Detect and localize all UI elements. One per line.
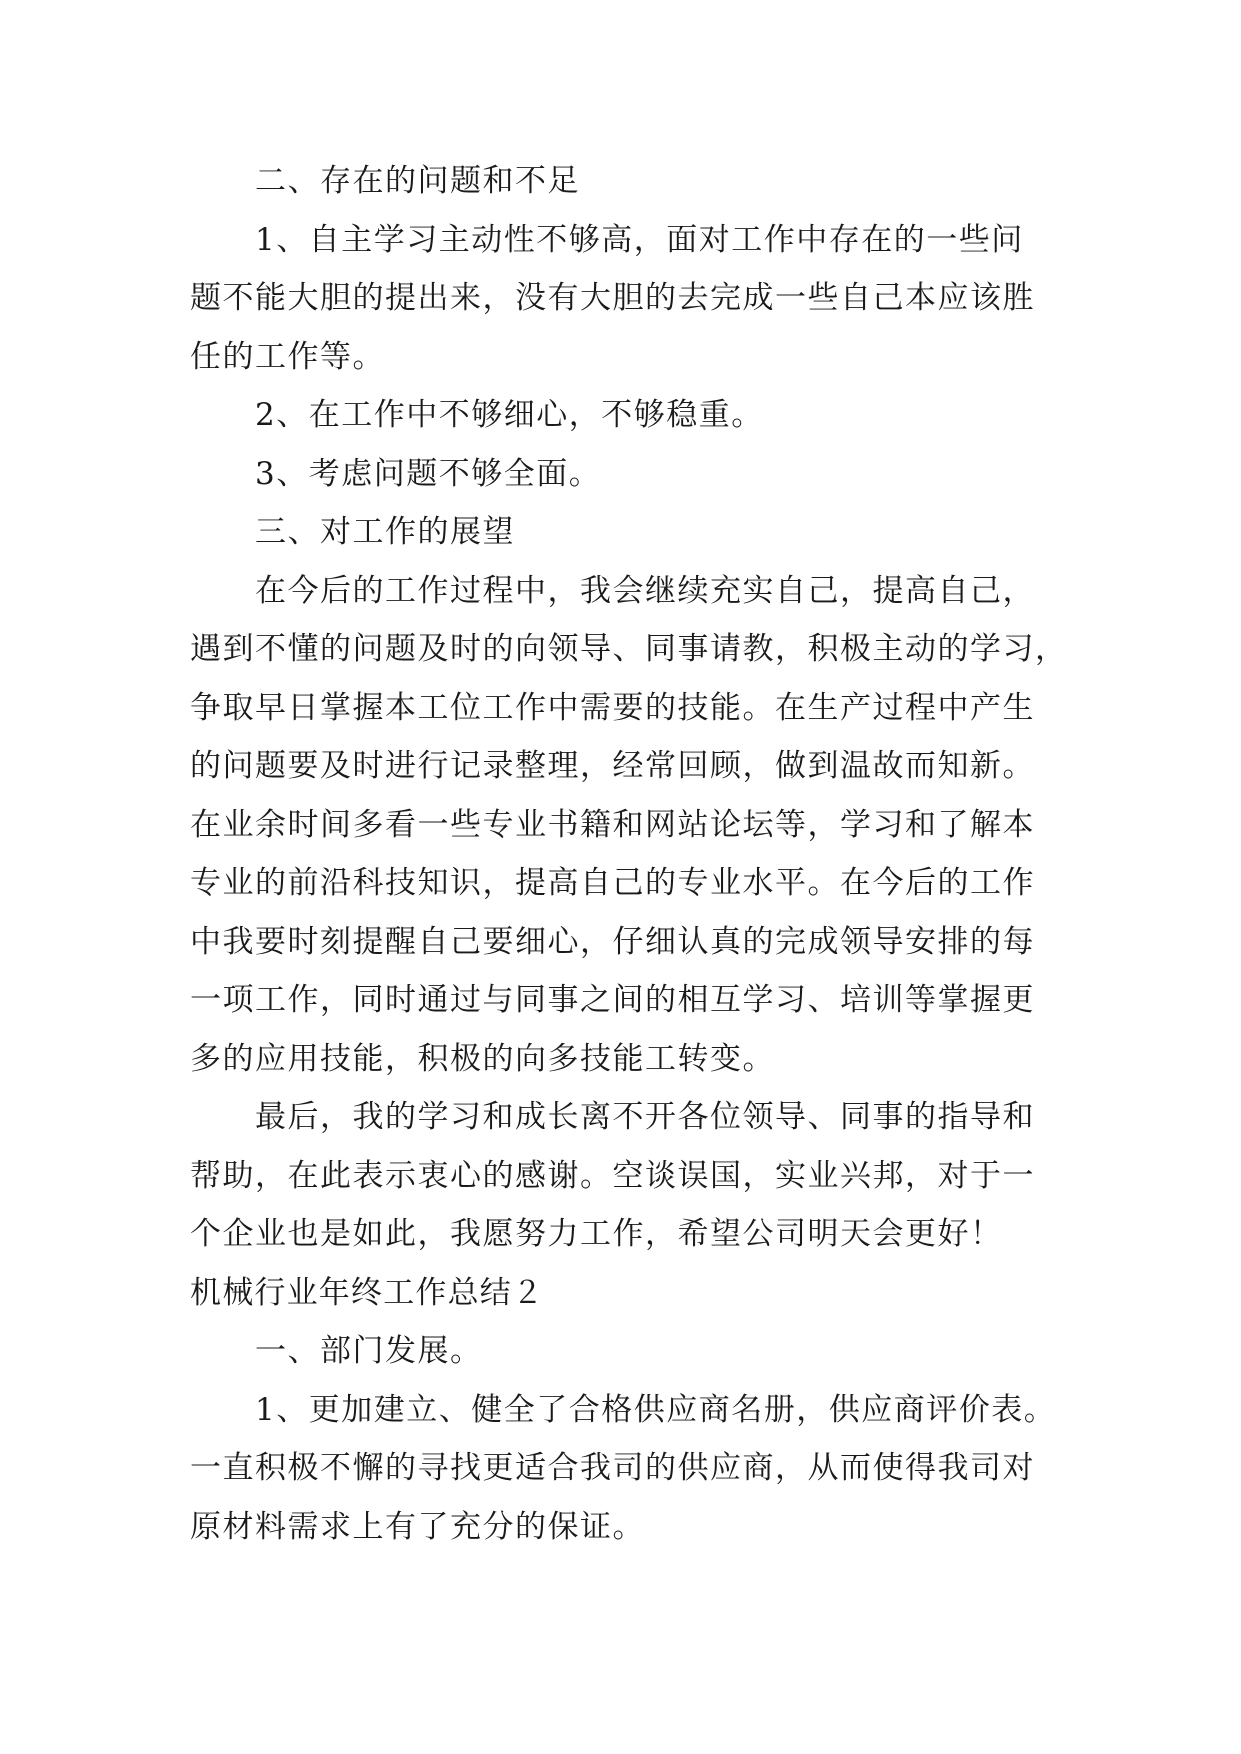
list-item: 2、在工作中不够细心，不够稳重。 [255,397,764,433]
text-line: 最后，我的学习和成长离不开各位领导、同事的指导和 [255,1099,1035,1135]
text-line: 争取早日掌握本工位工作中需要的技能。在生产过程中产生 [190,689,1035,726]
text-line: 的问题要及时进行记录整理，经常回顾，做到温故而知新。 [190,748,1035,784]
paragraph [190,562,1068,1089]
text-line: 一项工作，同时通过与同事之间的相互学习、培训等掌握更 [190,982,1035,1018]
text-line: 任的工作等。 [190,338,385,375]
paragraph [190,1381,1060,1557]
text-line: 一直积极不懈的寻找更适合我司的供应商，从而使得我司对 [190,1450,1035,1486]
section-heading: 二、存在的问题和不足 [255,163,580,199]
list-item: 3、考虑问题不够全面。 [255,455,602,492]
paragraph [190,211,1060,387]
text-line: 1、更加建立、健全了合格供应商名册，供应商评价表。 [255,1391,1057,1428]
text-line: 帮助，在此表示衷心的感谢。空谈误国，实业兴邦，对于一 [190,1157,1035,1194]
text-line: 在业余时间多看一些专业书籍和网站论坛等，学习和了解本 [190,806,1035,843]
text-line: 题不能大胆的提出来，没有大胆的去完成一些自己本应该胜 [190,280,1035,316]
text-line: 专业的前沿科技知识，提高自己的专业水平。在今后的工作 [190,865,1035,901]
text-line: 在今后的工作过程中，我会继续充实自己，提高自己， [255,572,1035,609]
document-page [190,152,1068,1556]
paragraph [190,1088,1060,1264]
text-line: 个企业也是如此，我愿努力工作，希望公司明天会更好！ [190,1216,1003,1252]
article-title: 机械行业年终工作总结２ [190,1274,545,1311]
section-heading: 三、对工作的展望 [255,514,515,550]
section-heading: 一、部门发展。 [255,1333,483,1369]
text-line: 1、自主学习主动性不够高，面对工作中存在的一些问 [255,221,1024,258]
text-line: 多的应用技能，积极的向多技能工转变。 [190,1040,775,1077]
text-line: 遇到不懂的问题及时的向领导、同事请教，积极主动的学习， [190,631,1068,667]
text-line: 中我要时刻提醒自己要细心，仔细认真的完成领导安排的每 [190,923,1035,960]
text-line: 原材料需求上有了充分的保证。 [190,1508,645,1545]
